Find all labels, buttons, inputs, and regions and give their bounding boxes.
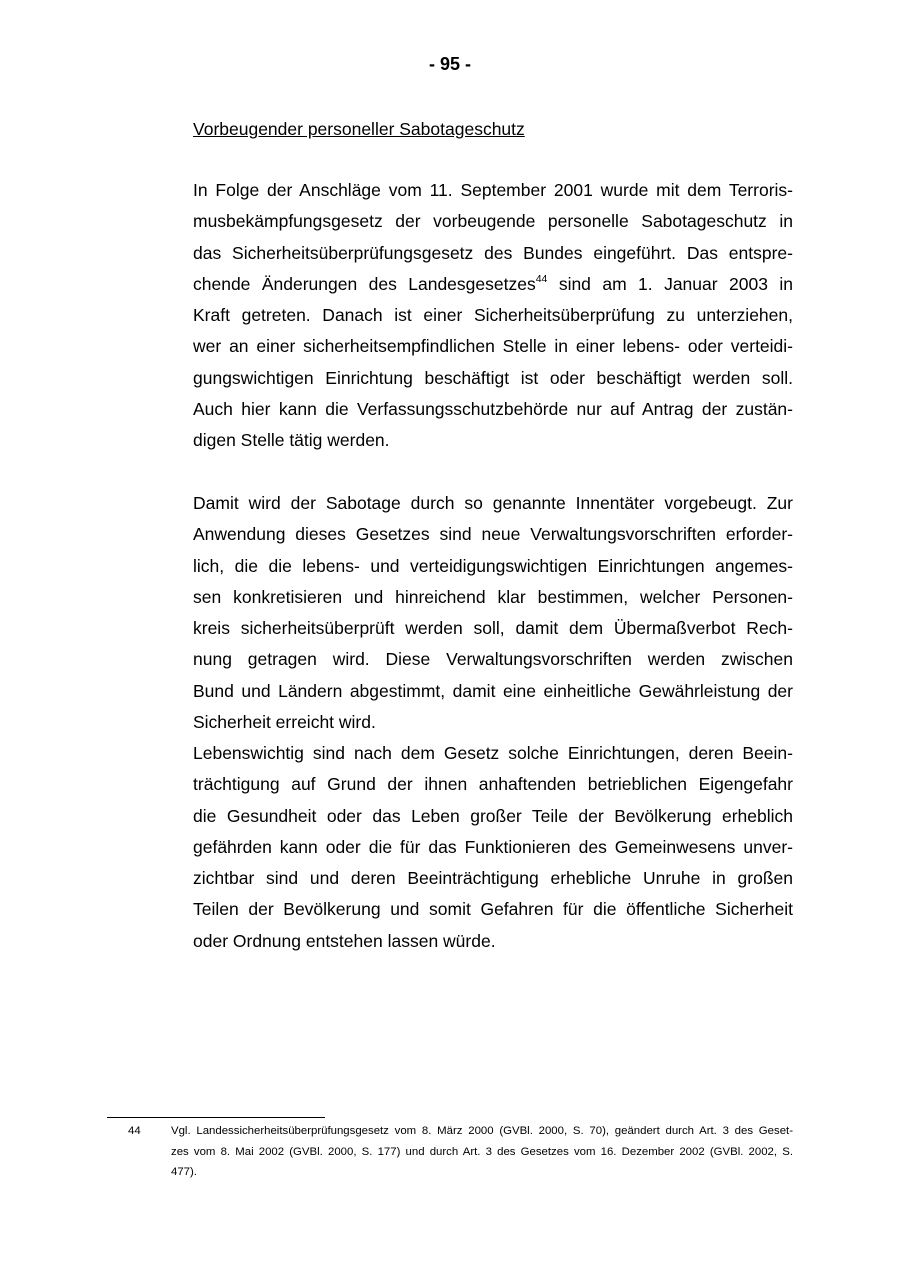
page-number: - 95 - xyxy=(428,54,471,74)
paragraph-line: kreis sicherheitsüberprüft werden soll, damit dem Übermaßverbot Rech- xyxy=(193,618,793,639)
paragraph-line: oder Ordnung entstehen lassen würde. xyxy=(193,930,496,951)
paragraph-line: lich, die die lebens- und verteidigungswichtigen Einrichtungen angemes- xyxy=(193,555,793,576)
paragraph-line: gungswichtigen Einrichtung beschäftigt ist oder beschäftigt werden soll. xyxy=(193,367,793,388)
paragraph-line: Teilen der Bevölkerung und somit Gefahren für die öffentliche Sicherheit xyxy=(193,899,793,920)
paragraph-line: In Folge der Anschläge vom 11. September 2001 wurde mit dem Terroris- xyxy=(193,180,793,200)
paragraph-line: nung getragen wird. Diese Verwaltungsvorschriften werden zwischen xyxy=(193,649,793,670)
paragraph-line: die Gesundheit oder das Leben großer Teile der Bevölkerung erheblich xyxy=(193,805,793,826)
paragraph-2 xyxy=(193,488,793,738)
paragraph-3 xyxy=(193,738,793,957)
paragraph-line: das Sicherheitsüberprüfungsgesetz des Bundes eingeführt. Das entspre- xyxy=(193,242,793,263)
footnote-number: 44 xyxy=(128,1125,141,1137)
paragraph-line: trächtigung auf Grund der ihnen anhaftenden betrieblichen Eigengefahr xyxy=(193,774,793,795)
paragraph-line xyxy=(193,269,793,300)
paragraph-line: Kraft getreten. Danach ist einer Sicherheitsüberprüfung zu unterziehen, xyxy=(193,305,793,326)
section-heading: Vorbeugender personeller Sabotageschutz xyxy=(193,119,525,139)
paragraph-line: Bund und Ländern abgestimmt, damit eine einheitliche Gewährleistung der xyxy=(193,680,793,701)
paragraph-line: sen konkretisieren und hinreichend klar bestimmen, welcher Personen- xyxy=(193,586,793,607)
paragraph-line-end: sind am 1. Januar 2003 in xyxy=(558,273,793,294)
footnote-separator xyxy=(107,1117,325,1118)
paragraph-line: Anwendung dieses Gesetzes sind neue Verwaltungsvorschriften erforder- xyxy=(193,524,793,545)
paragraph-line: Auch hier kann die Verfassungsschutzbehörde nur auf Antrag der zustän- xyxy=(193,399,793,420)
paragraph-1 xyxy=(193,175,793,457)
footnote-line: 477). xyxy=(171,1166,197,1178)
paragraph-line: zichtbar sind und deren Beeinträchtigung erhebliche Unruhe in großen xyxy=(193,868,793,889)
footnote-line: Vgl. Landessicherheitsüberprüfungsgesetz vom 8. März 2000 (GVBl. 2000, S. 70), geändert durch Art. 3 des Geset- xyxy=(171,1125,793,1137)
footnote-text xyxy=(171,1121,793,1183)
paragraph-line: musbekämpfungsgesetz der vorbeugende personelle Sabotageschutz in xyxy=(193,211,793,232)
footnote-reference[interactable]: 44 xyxy=(535,273,548,286)
paragraph-line: Lebenswichtig sind nach dem Gesetz solche Einrichtungen, deren Beein- xyxy=(193,743,793,763)
paragraph-line: digen Stelle tätig werden. xyxy=(193,430,390,451)
paragraph-line: Damit wird der Sabotage durch so genannte Innentäter vorgebeugt. Zur xyxy=(193,493,793,513)
paragraph-line: Sicherheit erreicht wird. xyxy=(193,712,376,733)
paragraph-line-start: chende Änderungen des Landesgesetzes xyxy=(193,273,536,294)
paragraph-line: gefährden kann oder die für das Funktionieren des Gemeinwesens unver- xyxy=(193,836,793,857)
footnote-line: zes vom 8. Mai 2002 (GVBl. 2000, S. 177) und durch Art. 3 des Gesetzes vom 16. Dezember 2002 (GVBl. 2002, S. xyxy=(171,1145,793,1158)
paragraph-line: wer an einer sicherheitsempfindlichen Stelle in einer lebens- oder verteidi- xyxy=(193,336,793,357)
